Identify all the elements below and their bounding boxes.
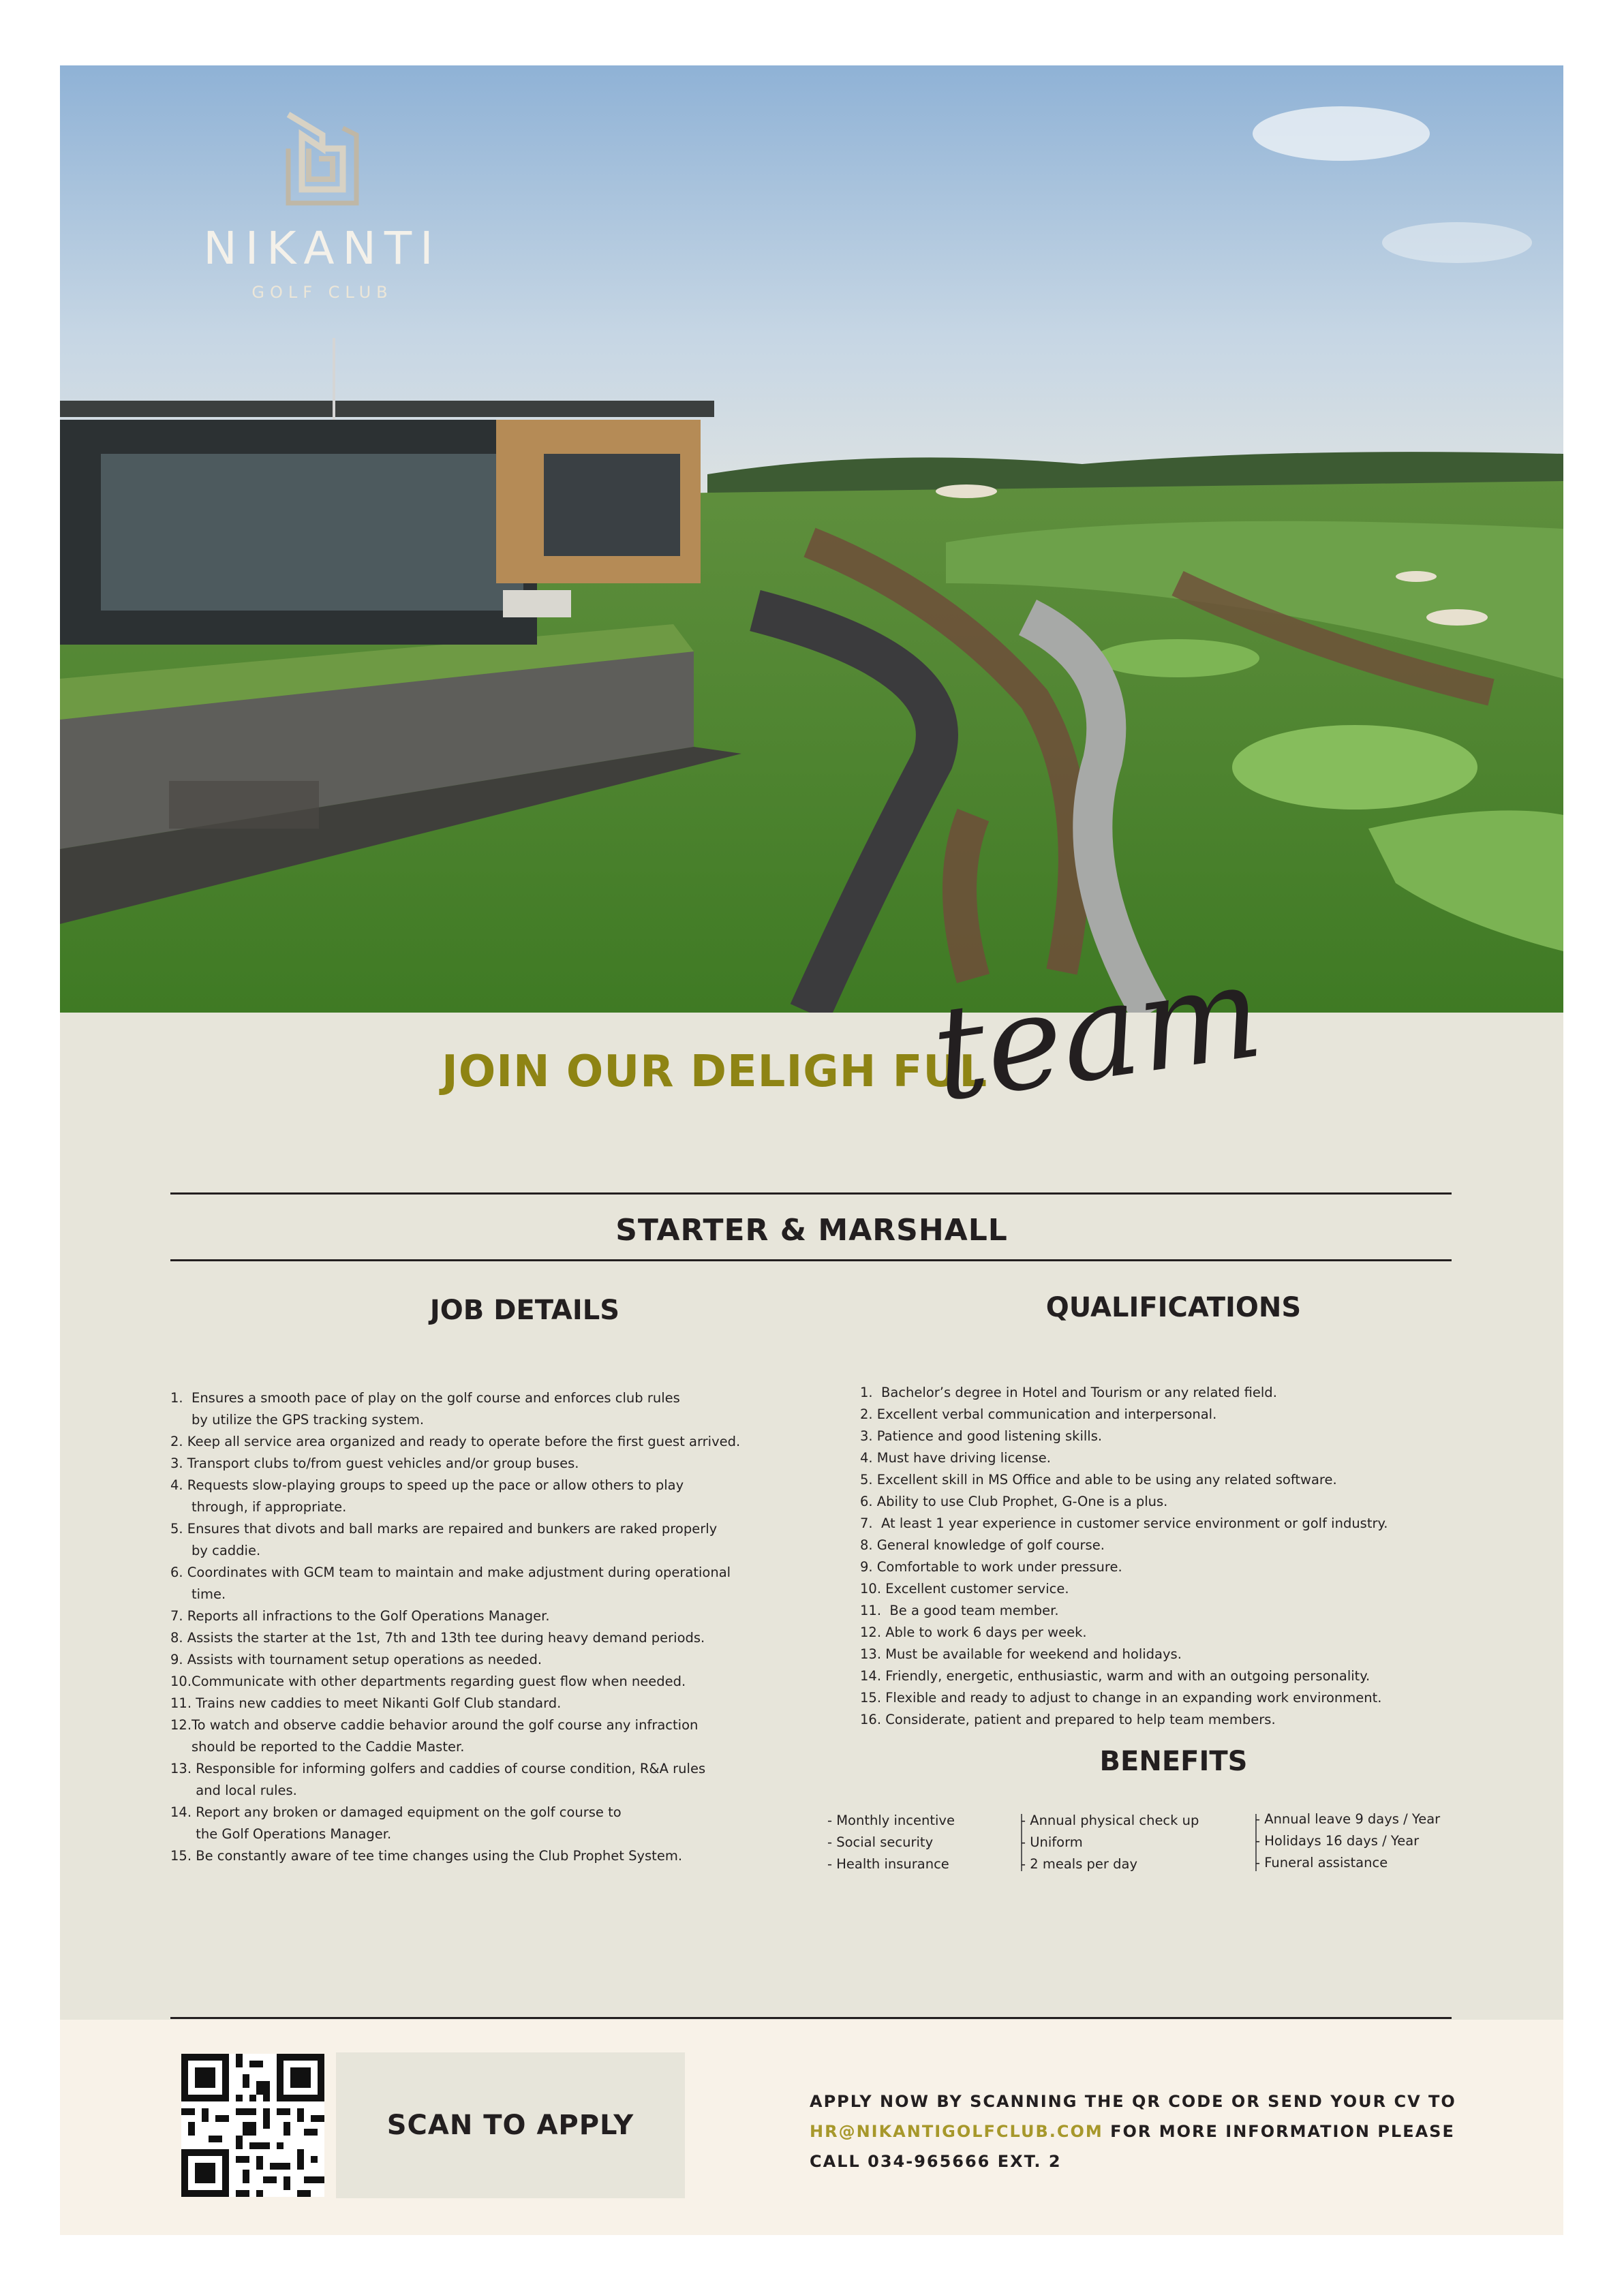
list-item: 2. Keep all service area organized and ready to operate before the first guest arrived. — [170, 1434, 741, 1449]
scan-to-apply-box — [336, 2052, 685, 2198]
qr-code-icon[interactable] — [181, 2054, 324, 2197]
benefit-item: - Social security — [827, 1834, 934, 1850]
list-item: should be reported to the Caddie Master. — [170, 1739, 465, 1755]
list-item: 3. Patience and good listening skills. — [860, 1428, 1103, 1444]
footer-divider — [170, 2017, 1452, 2019]
list-item: 4. Must have driving license. — [860, 1450, 1052, 1466]
list-item: 9. Assists with tournament setup operations as needed. — [170, 1652, 542, 1667]
list-item: 12. Able to work 6 days per week. — [860, 1624, 1087, 1640]
list-item: 1. Bachelor’s degree in Hotel and Tourism or any related field. — [860, 1385, 1277, 1400]
list-item: 6. Ability to use Club Prophet, G-One is a plus. — [860, 1494, 1168, 1509]
list-item: through, if appropriate. — [170, 1499, 347, 1515]
benefits-column-2 — [1021, 1810, 1199, 1875]
list-item: 13. Responsible for informing golfers and caddies of course condition, R&A rules — [170, 1761, 706, 1776]
benefit-item: - Uniform — [1021, 1834, 1083, 1850]
benefits-column-3 — [1255, 1808, 1440, 1874]
list-item: 5. Ensures that divots and ball marks are repaired and bunkers are raked properly — [170, 1521, 718, 1537]
apply-instructions — [810, 2086, 1456, 2176]
list-item: by caddie. — [170, 1543, 261, 1558]
benefit-item: - 2 meals per day — [1021, 1856, 1138, 1872]
list-item: 12.To watch and observe caddie behavior around the golf course any infraction — [170, 1717, 699, 1733]
list-item: 9. Comfortable to work under pressure. — [860, 1559, 1122, 1575]
nikanti-emblem-icon — [281, 108, 363, 210]
list-item: 11. Be a good team member. — [860, 1603, 1059, 1618]
benefit-item: - Annual leave 9 days / Year — [1255, 1811, 1441, 1827]
divider-top — [170, 1192, 1452, 1195]
list-item: 16. Considerate, patient and prepared to help team members. — [860, 1712, 1276, 1727]
benefit-item: - Health insurance — [827, 1856, 949, 1872]
headline-script-word: team — [923, 936, 1271, 1131]
apply-line-1: APPLY NOW BY SCANNING THE QR CODE OR SEND YOUR CV TO — [810, 2092, 1456, 2111]
qualifications-list — [860, 1382, 1528, 1731]
list-item: 3. Transport clubs to/from guest vehicles and/or group buses. — [170, 1455, 579, 1471]
list-item: 14. Friendly, energetic, enthusiastic, warm and with an outgoing personality. — [860, 1668, 1370, 1684]
email-link[interactable]: HR@NIKANTIGOLFCLUB.COM — [810, 2122, 1103, 2141]
list-item: 15. Flexible and ready to adjust to change in an expanding work environment. — [860, 1690, 1382, 1706]
list-item: 8. Assists the starter at the 1st, 7th and 13th tee during heavy demand periods. — [170, 1630, 705, 1646]
qualifications-heading: QUALIFICATIONS — [1045, 1292, 1302, 1323]
list-item: 15. Be constantly aware of tee time changes using the Club Prophet System. — [170, 1848, 683, 1864]
apply-line-2-rest: FOR MORE INFORMATION PLEASE — [1103, 2122, 1455, 2141]
list-item: 5. Excellent skill in MS Office and able to be using any related software. — [860, 1472, 1337, 1488]
list-item: and local rules. — [170, 1783, 297, 1798]
brand-name: NIKANTI — [203, 222, 442, 275]
benefits-heading: BENEFITS — [1099, 1746, 1248, 1777]
list-item: the Golf Operations Manager. — [170, 1826, 392, 1842]
poster-sheet — [60, 65, 1563, 2235]
list-item: time. — [170, 1586, 226, 1602]
list-item: 4. Requests slow-playing groups to speed up the pace or allow others to play — [170, 1477, 684, 1493]
position-title: STARTER & MARSHALL — [615, 1213, 1008, 1248]
list-item: 2. Excellent verbal communication and interpersonal. — [860, 1406, 1217, 1422]
list-item: 7. At least 1 year experience in customer service environment or golf industry. — [860, 1515, 1388, 1531]
list-item: by utilize the GPS tracking system. — [170, 1412, 425, 1428]
apply-footer — [60, 2020, 1563, 2235]
apply-line-3: CALL 034-965666 EXT. 2 — [810, 2152, 1062, 2171]
list-item: 11. Trains new caddies to meet Nikanti Golf Club standard. — [170, 1695, 562, 1711]
list-item: 10. Excellent customer service. — [860, 1581, 1069, 1597]
job-details-heading: JOB DETAILS — [429, 1295, 620, 1326]
job-details-list — [170, 1387, 879, 1867]
apply-line-2 — [810, 2116, 1456, 2146]
list-item: 6. Coordinates with GCM team to maintain and make adjustment during operational — [170, 1565, 731, 1580]
brand-subtitle: GOLF CLUB — [251, 283, 393, 302]
benefits-column-1 — [827, 1810, 955, 1875]
list-item: 1. Ensures a smooth pace of play on the golf course and enforces club rules — [170, 1390, 680, 1406]
scan-to-apply-label: SCAN TO APPLY — [386, 2110, 634, 2141]
list-item: 8. General knowledge of golf course. — [860, 1537, 1105, 1553]
benefit-item: - Funeral assistance — [1255, 1855, 1388, 1870]
benefit-item: - Annual physical check up — [1021, 1813, 1199, 1828]
list-item: 13. Must be available for weekend and holidays. — [860, 1646, 1182, 1662]
headline: JOIN OUR DELIGH FUL — [442, 1047, 988, 1097]
list-item: 10.Communicate with other departments regarding guest flow when needed. — [170, 1674, 686, 1689]
benefit-item: - Holidays 16 days / Year — [1255, 1833, 1420, 1849]
list-item: 14. Report any broken or damaged equipment on the golf course to — [170, 1804, 622, 1820]
golf-course-photo — [60, 65, 1563, 1013]
divider-bottom — [170, 1259, 1452, 1261]
benefit-item: - Monthly incentive — [827, 1813, 955, 1828]
nikanti-logo — [179, 108, 465, 302]
list-item: 7. Reports all infractions to the Golf Operations Manager. — [170, 1608, 550, 1624]
